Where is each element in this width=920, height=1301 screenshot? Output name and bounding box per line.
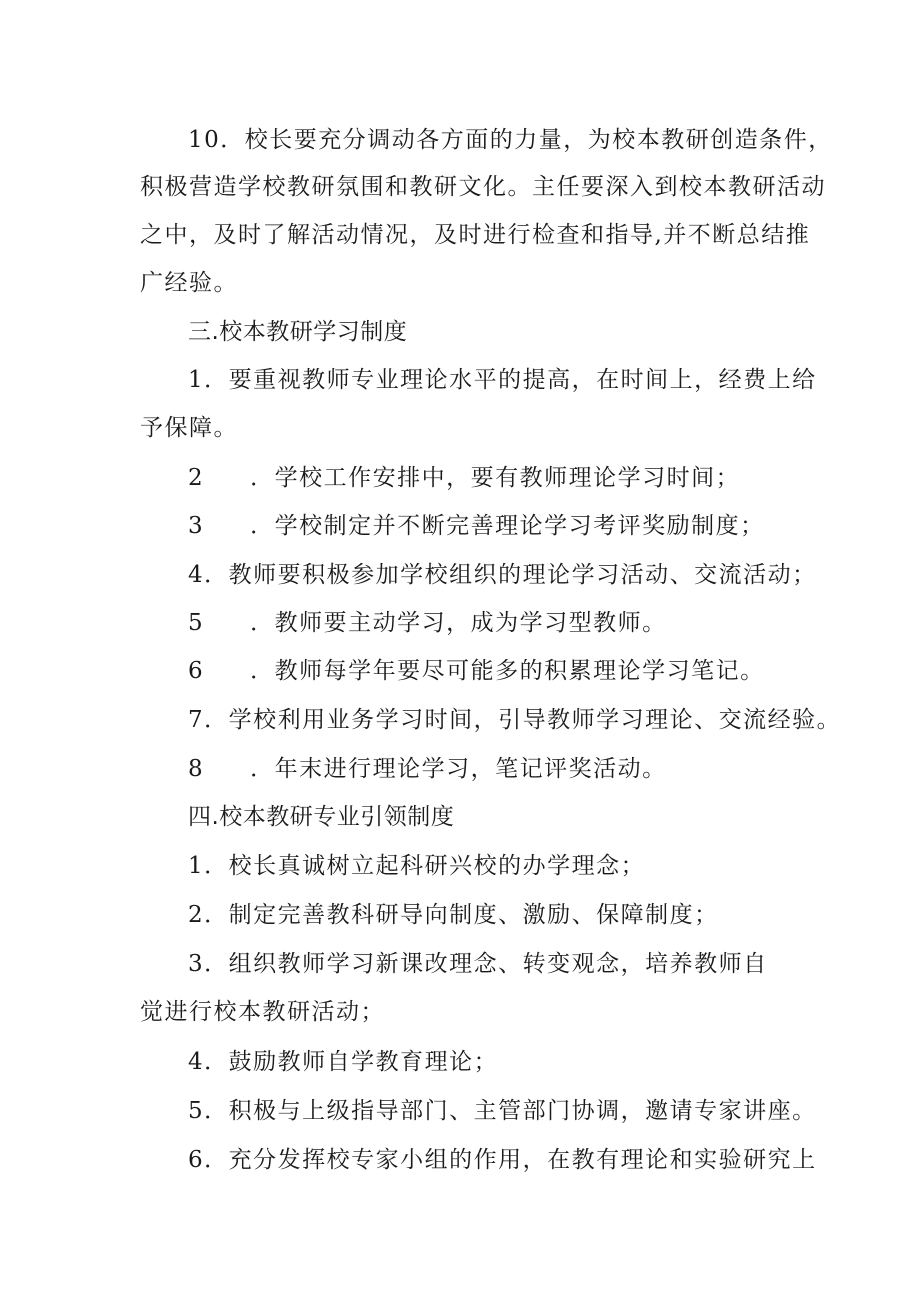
s3-item-8-number: 8 [188,756,205,782]
s3-item-2-text: ．学校工作安排中，要有教师理论学习时间； [250,465,741,491]
s4-item-3-line-1: 3．组织教师学习新课改理念、转变观念，培养教师自 [188,951,768,977]
s4-item-2: 2．制定完善教科研导向制度、激励、保障制度； [188,902,719,928]
s3-item-6-text: ．教师每学年要尽可能多的积累理论学习笔记。 [250,658,765,684]
item-10-line-3: 之中，及时了解活动情况，及时进行检查和指导,并不断总结推 [140,222,811,248]
s3-item-8 [188,754,667,784]
s3-item-1-line-1: 1．要重视教师专业理论水平的提高，在时间上，经费上给 [188,367,817,393]
s3-item-4: 4．教师要积极参加学校组织的理论学习活动、交流活动； [188,562,817,588]
s3-item-5-number: 5 [188,610,205,636]
s3-item-5 [188,608,667,638]
s3-item-3-text: ．学校制定并不断完善理论学习考评奖励制度； [250,513,765,539]
s4-item-1: 1．校长真诚树立起科研兴校的办学理念； [188,853,646,879]
s3-item-7: 7．学校利用业务学习时间，引导教师学习理论、交流经验。 [188,707,842,733]
s3-item-2 [188,463,740,493]
s3-item-6-number: 6 [188,658,205,684]
s3-item-5-text: ．教师要主动学习，成为学习型教师。 [250,610,667,636]
item-10-line-4: 广经验。 [140,270,238,296]
section-4-heading: 四.校本教研专业引领制度 [188,804,455,830]
s3-item-3-number: 3 [188,513,205,539]
s4-item-3-line-2: 觉进行校本教研活动； [140,999,385,1025]
item-10-line-2: 积极营造学校教研氛围和教研文化。主任要深入到校本教研活动 [140,174,826,200]
s3-item-8-text: ．年末进行理论学习，笔记评奖活动。 [250,756,667,782]
s3-item-6 [188,656,765,686]
s4-item-4: 4．鼓励教师自学教育理论； [188,1049,499,1075]
s3-item-3 [188,511,765,541]
s4-item-6: 6．充分发挥校专家小组的作用，在教有理论和实验研究上 [188,1147,817,1173]
section-3-heading: 三.校本教研学习制度 [188,319,408,345]
s4-item-5: 5．积极与上级指导部门、主管部门协调，邀请专家讲座。 [188,1098,817,1124]
s3-item-1-line-2: 予保障。 [140,415,238,441]
s3-item-2-number: 2 [188,465,205,491]
item-10-line-1: 10．校长要充分调动各方面的力量，为校本教研创造条件， [188,127,833,153]
